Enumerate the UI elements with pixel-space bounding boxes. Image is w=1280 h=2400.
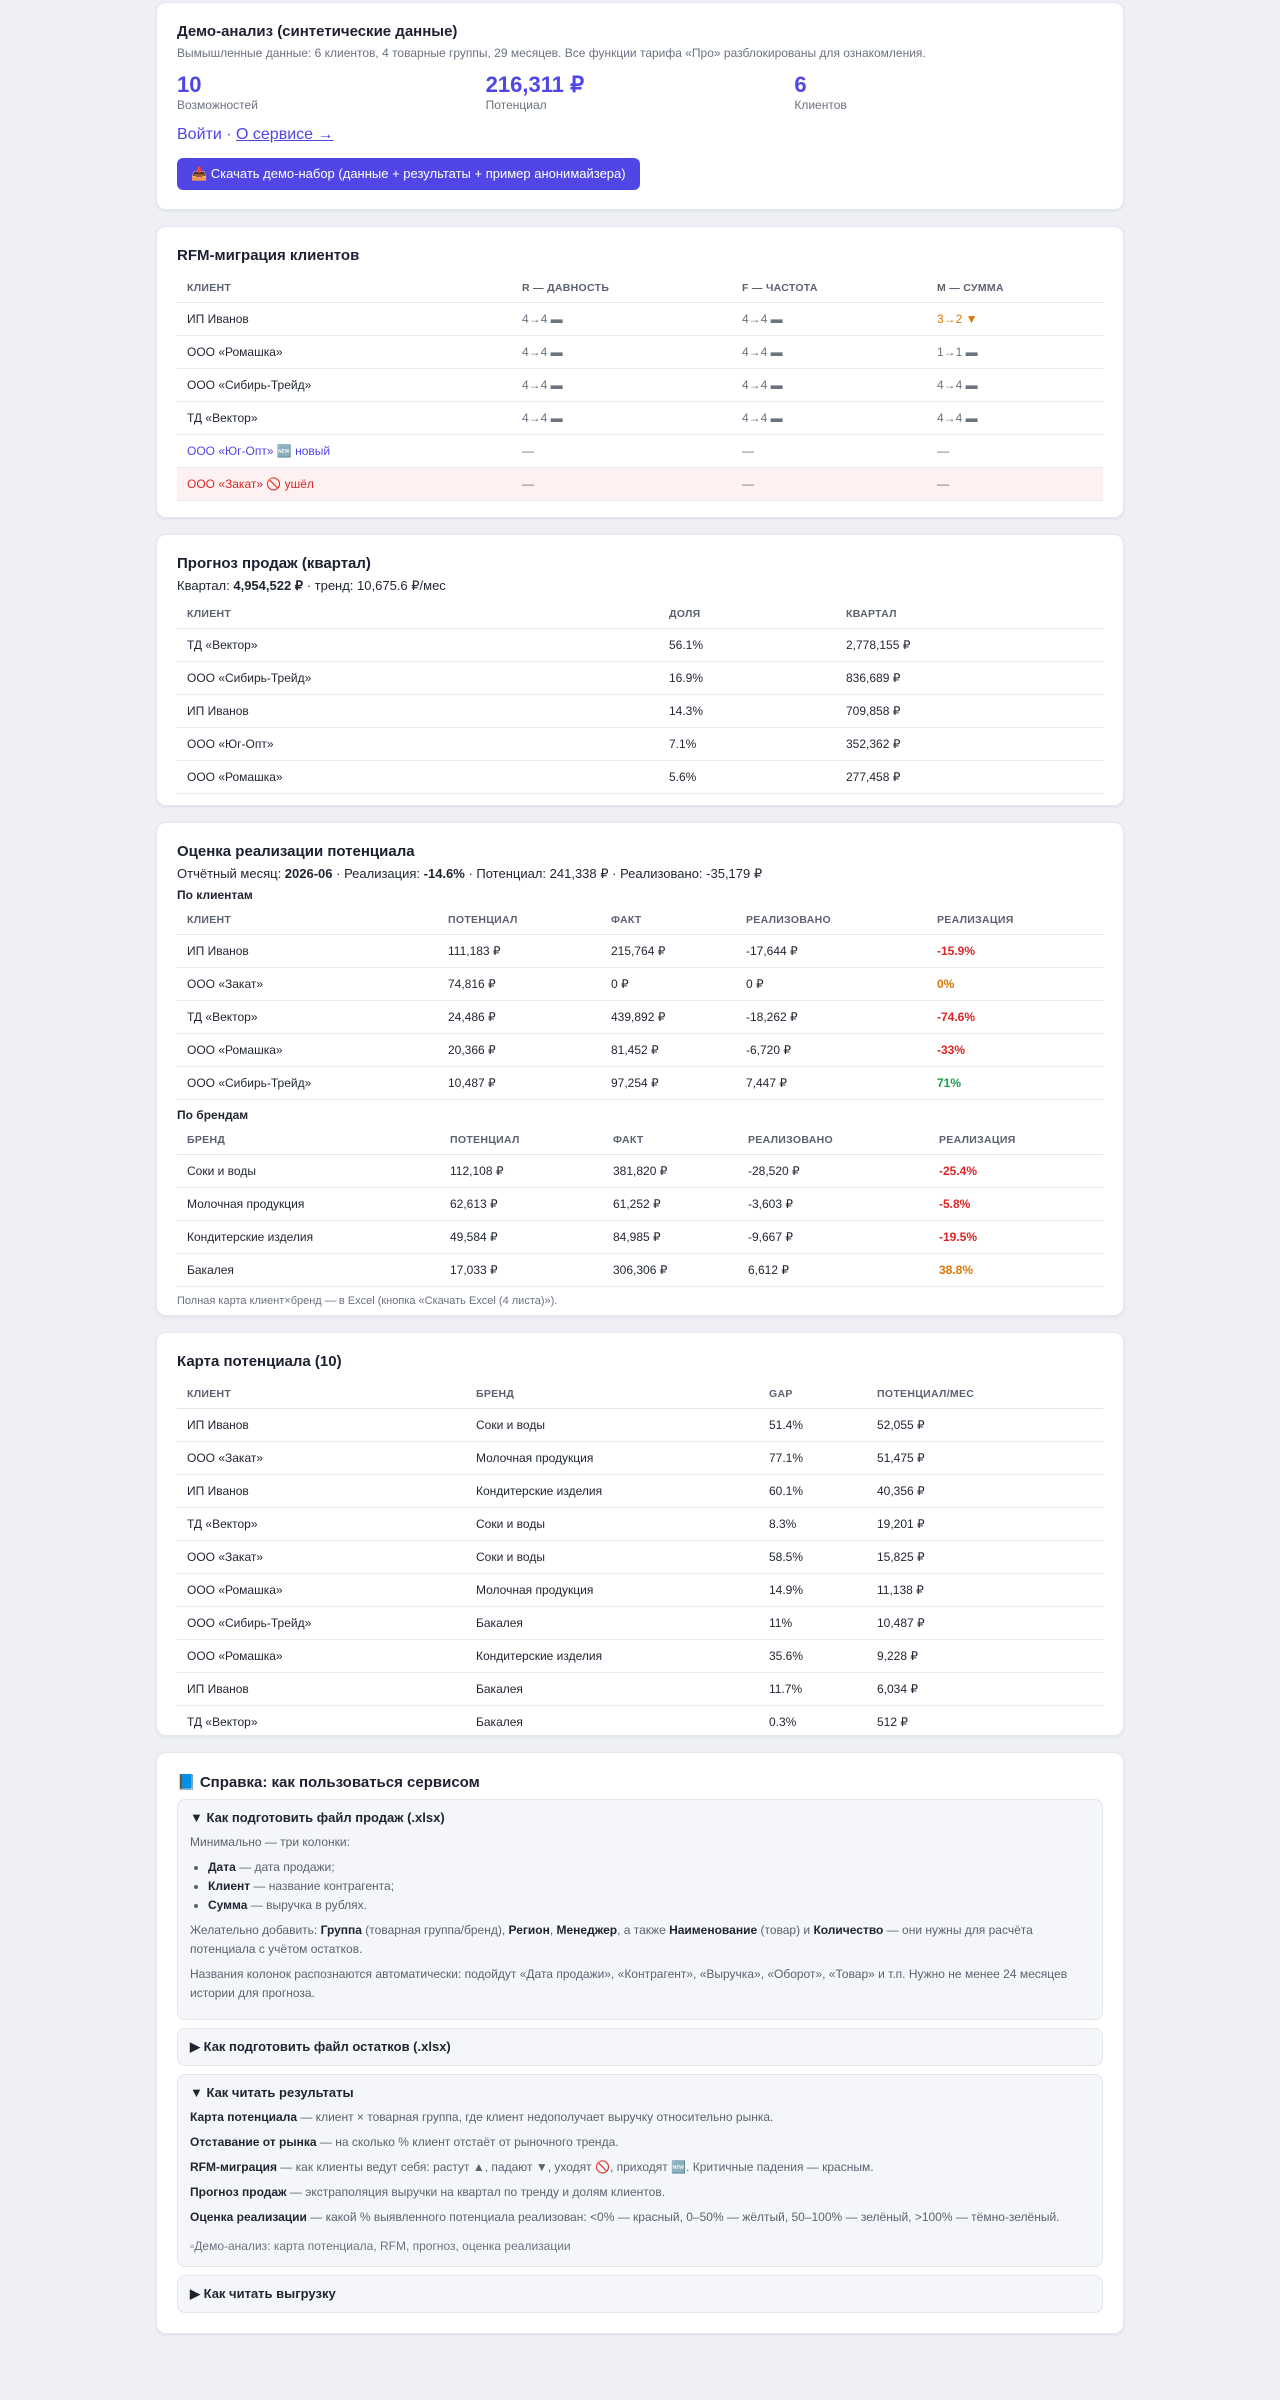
broken-image-icon: ▫: [190, 2239, 195, 2253]
cell-brand: Молочная продукция: [466, 1442, 759, 1475]
table-row: [177, 1475, 1103, 1508]
table-row: [177, 402, 1103, 435]
table-row: [177, 1067, 1103, 1100]
list-item: [208, 1877, 1090, 1896]
cell-realized: 7,447 ₽: [736, 1067, 927, 1100]
metric-value: 6: [794, 72, 807, 97]
metric-opportunities: [177, 72, 486, 112]
cell-f: —: [732, 468, 927, 501]
table-row: [177, 629, 1103, 662]
cell-potential: 24,486 ₽: [438, 1001, 601, 1034]
col-header: GAP: [759, 1380, 867, 1409]
cell-client: ИП Иванов: [177, 303, 512, 336]
cell-realized: -17,644 ₽: [736, 935, 927, 968]
cell-m: 3→2 ▼: [927, 303, 1103, 336]
text-term: Отставание от рынка: [190, 2135, 317, 2149]
cell-rate: -5.8%: [929, 1188, 1103, 1221]
col-header: БРЕНД: [177, 1126, 440, 1155]
text-part: , а также: [617, 1923, 670, 1937]
col-header: F — ЧАСТОТА: [732, 274, 927, 303]
table-row: [177, 1706, 1103, 1739]
item-term: Клиент: [208, 1879, 251, 1893]
col-header: ПОТЕНЦИАЛ: [438, 906, 601, 935]
cell-gap: 77.1%: [759, 1442, 867, 1475]
table-row: [177, 695, 1103, 728]
realization-brands-table: [177, 1126, 1103, 1287]
forecast-title: Прогноз продаж (квартал): [177, 555, 371, 572]
cell-m: —: [927, 468, 1103, 501]
help-sales-file-body: [190, 1833, 1090, 2003]
cell-brand: Бакалея: [177, 1254, 440, 1287]
cell-brand: Кондитерские изделия: [466, 1640, 759, 1673]
help-text: [190, 2208, 1090, 2227]
cell-client: ООО «Ромашка»: [177, 1640, 466, 1673]
cell-r: —: [512, 435, 732, 468]
col-header: КЛИЕНТ: [177, 274, 512, 303]
cell-client: ООО «Сибирь-Трейд»: [177, 662, 659, 695]
cell-share: 14.3%: [659, 695, 836, 728]
cell-client: ТД «Вектор»: [177, 1001, 438, 1034]
cell-gap: 60.1%: [759, 1475, 867, 1508]
metric-value: 216,311 ₽: [485, 72, 585, 97]
cell-gap: 11%: [759, 1607, 867, 1640]
cell-realized: -6,720 ₽: [736, 1034, 927, 1067]
table-row: [177, 1155, 1103, 1188]
cell-potential: 74,816 ₽: [438, 968, 601, 1001]
forecast-summary: [177, 578, 1103, 594]
cell-rate: -15.9%: [927, 935, 1103, 968]
triangle-right-icon: ▶: [190, 2039, 204, 2054]
text-part: — на сколько % клиент отстаёт от рыночного тренда.: [316, 2135, 619, 2149]
cell-r: 4→4 ▬: [512, 336, 732, 369]
col-header: R — ДАВНОСТЬ: [512, 274, 732, 303]
col-header: РЕАЛИЗАЦИЯ: [929, 1126, 1103, 1155]
table-row: [177, 968, 1103, 1001]
cell-brand: Бакалея: [466, 1673, 759, 1706]
item-term: Сумма: [208, 1898, 248, 1912]
text-term: Прогноз продаж: [190, 2185, 287, 2199]
cell-brand: Соки и воды: [466, 1409, 759, 1442]
table-row: [177, 1607, 1103, 1640]
cell-potential: 11,138 ₽: [867, 1574, 1103, 1607]
summary-text: Как подготовить файл продаж (.xlsx): [206, 1810, 445, 1825]
cell-client: ИП Иванов: [177, 1475, 466, 1508]
cell-potential: 51,475 ₽: [867, 1442, 1103, 1475]
cell-share: 5.6%: [659, 761, 836, 794]
summary-text: Как подготовить файл остатков (.xlsx): [203, 2039, 451, 2054]
cell-fact: 97,254 ₽: [601, 1067, 736, 1100]
cell-fact: 61,252 ₽: [603, 1188, 738, 1221]
text-part: — они нужны для расчёта потенциала с учётом остатков.: [190, 1923, 1033, 1956]
forecast-card: [156, 534, 1124, 806]
cell-client: ООО «Закат» 🚫 ушёл: [177, 468, 512, 501]
cell-gap: 35.6%: [759, 1640, 867, 1673]
realization-title: Оценка реализации потенциала: [177, 843, 415, 860]
table-row: [177, 1254, 1103, 1287]
text-part: (товарная группа/бренд),: [361, 1923, 509, 1937]
cell-fact: 215,764 ₽: [601, 935, 736, 968]
metric-label: Возможностей: [177, 98, 258, 112]
summary-month: 2026-06: [284, 866, 333, 881]
table-row: [177, 1673, 1103, 1706]
cell-fact: 306,306 ₽: [603, 1254, 738, 1287]
summary-quarter: 4,954,522 ₽: [233, 578, 304, 593]
cell-f: —: [732, 435, 927, 468]
table-row-lost-client: [177, 468, 1103, 501]
table-row-new-client: [177, 435, 1103, 468]
cell-rate: 38.8%: [929, 1254, 1103, 1287]
cell-potential: 20,366 ₽: [438, 1034, 601, 1067]
cell-realized: 6,612 ₽: [738, 1254, 929, 1287]
cell-fact: 0 ₽: [601, 968, 736, 1001]
col-header: ПОТЕНЦИАЛ: [440, 1126, 603, 1155]
cell-quarter: 709,858 ₽: [836, 695, 1103, 728]
cell-potential: 52,055 ₽: [867, 1409, 1103, 1442]
cell-quarter: 277,458 ₽: [836, 761, 1103, 794]
text-term: Регион: [508, 1923, 550, 1937]
item-term: Дата: [208, 1860, 236, 1874]
demo-links: [177, 126, 1103, 144]
col-header: РЕАЛИЗАЦИЯ: [927, 906, 1103, 935]
col-header: КЛИЕНТ: [177, 906, 438, 935]
potential-map-table: [177, 1380, 1103, 1739]
potential-map-title: Карта потенциала (10): [177, 1353, 342, 1370]
text-term: Группа: [320, 1923, 362, 1937]
text-term: Количество: [813, 1923, 884, 1937]
cell-potential: 19,201 ₽: [867, 1508, 1103, 1541]
summary-part: · Реализация:: [332, 866, 424, 881]
cell-gap: 8.3%: [759, 1508, 867, 1541]
cell-client: ИП Иванов: [177, 1673, 466, 1706]
cell-client: ИП Иванов: [177, 1409, 466, 1442]
cell-quarter: 2,778,155 ₽: [836, 629, 1103, 662]
metric-label: Потенциал: [485, 98, 547, 112]
help-sales-file: [177, 1799, 1103, 2020]
table-row: [177, 662, 1103, 695]
table-row: [177, 1442, 1103, 1475]
col-header: КЛИЕНТ: [177, 600, 659, 629]
link-separator: ·: [226, 126, 232, 143]
text-part: (товар) и: [757, 1923, 814, 1937]
col-header: ФАКТ: [603, 1126, 738, 1155]
cell-rate: -25.4%: [929, 1155, 1103, 1188]
text-part: — клиент × товарная группа, где клиент недополучает выручку относительно рынка.: [297, 2110, 774, 2124]
table-row: [177, 336, 1103, 369]
table-row: [177, 1640, 1103, 1673]
list-item: [208, 1858, 1090, 1877]
cell-share: 7.1%: [659, 728, 836, 761]
help-text: Минимально — три колонки:: [190, 1835, 350, 1849]
demo-description: Вымышленные данные: 6 клиентов, 4 товарные группы, 29 месяцев. Все функции тарифа «Про» разблокированы для ознакомления.: [177, 46, 926, 60]
help-text: [190, 2158, 1090, 2177]
cell-r: —: [512, 468, 732, 501]
triangle-right-icon: ▶: [190, 2286, 204, 2301]
cell-realized: -9,667 ₽: [738, 1221, 929, 1254]
by-brands-label: По брендам: [177, 1108, 249, 1122]
demo-title: Демо-анализ (синтетические данные): [177, 23, 458, 40]
cell-gap: 58.5%: [759, 1541, 867, 1574]
help-read-results: [177, 2074, 1103, 2267]
help-text: [190, 2108, 1090, 2127]
cell-brand: Кондитерские изделия: [466, 1475, 759, 1508]
cell-rate: 71%: [927, 1067, 1103, 1100]
cell-gap: 0.3%: [759, 1706, 867, 1739]
cell-potential: 9,228 ₽: [867, 1640, 1103, 1673]
cell-m: 4→4 ▬: [927, 369, 1103, 402]
cell-potential: 62,613 ₽: [440, 1188, 603, 1221]
text-term: Карта потенциала: [190, 2110, 298, 2124]
metric-label: Клиентов: [794, 98, 847, 112]
triangle-down-icon: ▼: [190, 1810, 207, 1825]
cell-rate: -33%: [927, 1034, 1103, 1067]
summary-prefix: Квартал:: [177, 578, 234, 593]
col-header: РЕАЛИЗОВАНО: [736, 906, 927, 935]
col-header: КЛИЕНТ: [177, 1380, 466, 1409]
help-text: [190, 1921, 1090, 1959]
table-row: [177, 1188, 1103, 1221]
cell-brand: Кондитерские изделия: [177, 1221, 440, 1254]
cell-quarter: 352,362 ₽: [836, 728, 1103, 761]
cell-potential: 111,183 ₽: [438, 935, 601, 968]
text-term: Наименование: [669, 1923, 758, 1937]
cell-client: ООО «Закат»: [177, 1541, 466, 1574]
by-clients-label: По клиентам: [177, 888, 253, 902]
forecast-table: [177, 600, 1103, 794]
cell-f: 4→4 ▬: [732, 369, 927, 402]
cell-client: ТД «Вектор»: [177, 1706, 466, 1739]
download-demo-button[interactable]: 📥 Скачать демо-набор (данные + результаты + пример анонимайзера): [177, 158, 640, 190]
cell-realized: 0 ₽: [736, 968, 927, 1001]
help-card: [156, 1752, 1124, 2334]
summary-text: Как читать выгрузку: [203, 2286, 336, 2301]
table-row: [177, 1574, 1103, 1607]
table-row: [177, 1034, 1103, 1067]
cell-realized: -18,262 ₽: [736, 1001, 927, 1034]
cell-share: 16.9%: [659, 662, 836, 695]
cell-client: ИП Иванов: [177, 935, 438, 968]
text-term: Оценка реализации: [190, 2210, 307, 2224]
cell-potential: 512 ₽: [867, 1706, 1103, 1739]
cell-fact: 439,892 ₽: [601, 1001, 736, 1034]
table-row: [177, 1508, 1103, 1541]
cell-m: 1→1 ▬: [927, 336, 1103, 369]
potential-map-card: [156, 1332, 1124, 1736]
cell-brand: Бакалея: [466, 1706, 759, 1739]
text-part: Желательно добавить:: [190, 1923, 321, 1937]
help-text: [190, 2183, 1090, 2202]
help-text: [190, 2133, 1090, 2152]
cell-client: ООО «Ромашка»: [177, 1574, 466, 1607]
text-term: Менеджер: [556, 1923, 618, 1937]
realization-summary: [177, 866, 1103, 882]
cell-client: ТД «Вектор»: [177, 1508, 466, 1541]
col-header: ДОЛЯ: [659, 600, 836, 629]
image-alt-text: Демо-анализ: карта потенциала, RFM, прогноз, оценка реализации: [194, 2239, 571, 2253]
table-row: [177, 303, 1103, 336]
cell-gap: 14.9%: [759, 1574, 867, 1607]
demo-metrics: [177, 72, 1103, 112]
cell-realized: -28,520 ₽: [738, 1155, 929, 1188]
cell-brand: Бакалея: [466, 1607, 759, 1640]
cell-client: ООО «Ромашка»: [177, 1034, 438, 1067]
cell-client: ООО «Сибирь-Трейд»: [177, 369, 512, 402]
cell-m: —: [927, 435, 1103, 468]
help-sales-file-summary[interactable]: [190, 1810, 1090, 1825]
summary-rate: -14.6%: [423, 866, 465, 881]
item-desc: — дата продажи;: [235, 1860, 335, 1874]
cell-r: 4→4 ▬: [512, 303, 732, 336]
summary-trend: · тренд: 10,675.6 ₽/мес: [303, 578, 446, 593]
about-link[interactable]: О сервисе →: [236, 126, 334, 143]
help-stock-file: [177, 2028, 1103, 2066]
cell-r: 4→4 ▬: [512, 369, 732, 402]
cell-potential: 10,487 ₽: [867, 1607, 1103, 1640]
cell-client: ООО «Ромашка»: [177, 336, 512, 369]
cell-client: ООО «Юг-Опт»: [177, 728, 659, 761]
cell-f: 4→4 ▬: [732, 336, 927, 369]
col-header: РЕАЛИЗОВАНО: [738, 1126, 929, 1155]
cell-rate: -19.5%: [929, 1221, 1103, 1254]
help-read-export: [177, 2275, 1103, 2313]
table-row: [177, 761, 1103, 794]
cell-client: ИП Иванов: [177, 695, 659, 728]
cell-client: ООО «Сибирь-Трейд»: [177, 1607, 466, 1640]
cell-potential: 6,034 ₽: [867, 1673, 1103, 1706]
cell-client: ООО «Закат»: [177, 968, 438, 1001]
cell-brand: Соки и воды: [177, 1155, 440, 1188]
col-header: КВАРТАЛ: [836, 600, 1103, 629]
table-row: [177, 935, 1103, 968]
metric-potential: [486, 72, 795, 112]
help-read-results-summary[interactable]: [190, 2085, 1090, 2100]
cell-fact: 381,820 ₽: [603, 1155, 738, 1188]
table-row: [177, 369, 1103, 402]
col-header: БРЕНД: [466, 1380, 759, 1409]
realization-clients-table: [177, 906, 1103, 1100]
cell-r: 4→4 ▬: [512, 402, 732, 435]
table-row: [177, 728, 1103, 761]
cell-client: ООО «Юг-Опт» 🆕 новый: [177, 435, 512, 468]
cell-rate: -74.6%: [927, 1001, 1103, 1034]
metric-value: 10: [177, 72, 202, 97]
cell-brand: Молочная продукция: [177, 1188, 440, 1221]
excel-note: Полная карта клиент×бренд — в Excel (кнопка «Скачать Excel (4 листа)»).: [177, 1295, 558, 1307]
list-item: [208, 1896, 1090, 1915]
text-part: — какой % выявленного потенциала реализован: <0% — красный, 0–50% — жёлтый, 50–100% — зелёный, >100% — тёмно-зелёный.: [306, 2210, 1060, 2224]
cell-client: ТД «Вектор»: [177, 402, 512, 435]
cell-potential: 10,487 ₽: [438, 1067, 601, 1100]
broken-image: [190, 2237, 1090, 2256]
table-row: [177, 1541, 1103, 1574]
required-columns-list: [208, 1858, 1090, 1915]
cell-potential: 112,108 ₽: [440, 1155, 603, 1188]
summary-part: · Потенциал: 241,338 ₽ · Реализовано: -35,179 ₽: [464, 866, 763, 881]
cell-rate: 0%: [927, 968, 1103, 1001]
table-row: [177, 1221, 1103, 1254]
item-desc: — название контрагента;: [250, 1879, 395, 1893]
help-stock-file-summary[interactable]: [190, 2039, 1090, 2055]
login-link[interactable]: Войти: [177, 126, 222, 143]
cell-brand: Соки и воды: [466, 1508, 759, 1541]
item-desc: — выручка в рублях.: [247, 1898, 367, 1912]
cell-fact: 81,452 ₽: [601, 1034, 736, 1067]
table-row: [177, 1001, 1103, 1034]
help-text: Названия колонок распознаются автоматически: подойдут «Дата продажи», «Контрагент», «Выручка», «Оборот», «Товар» и т.п. Нужно не менее 24 месяцев истории для прогноза.: [190, 1967, 1068, 2000]
text-term: RFM-миграция: [190, 2160, 277, 2174]
summary-text: Как читать результаты: [206, 2085, 354, 2100]
cell-brand: Соки и воды: [466, 1541, 759, 1574]
table-row: [177, 1409, 1103, 1442]
rfm-title: RFM-миграция клиентов: [177, 247, 360, 264]
help-read-export-summary[interactable]: [190, 2286, 1090, 2302]
cell-client: ООО «Закат»: [177, 1442, 466, 1475]
cell-f: 4→4 ▬: [732, 303, 927, 336]
demo-card: [156, 2, 1124, 210]
cell-share: 56.1%: [659, 629, 836, 662]
cell-gap: 51.4%: [759, 1409, 867, 1442]
cell-client: ТД «Вектор»: [177, 629, 659, 662]
text-part: ,: [549, 1923, 557, 1937]
col-header: ФАКТ: [601, 906, 736, 935]
text-part: — экстраполяция выручки на квартал по тренду и долям клиентов.: [286, 2185, 666, 2199]
cell-potential: 40,356 ₽: [867, 1475, 1103, 1508]
metric-clients: [794, 72, 1103, 112]
col-header: M — СУММА: [927, 274, 1103, 303]
cell-potential: 49,584 ₽: [440, 1221, 603, 1254]
cell-potential: 17,033 ₽: [440, 1254, 603, 1287]
help-read-results-body: [190, 2108, 1090, 2256]
cell-client: ООО «Ромашка»: [177, 761, 659, 794]
realization-card: [156, 822, 1124, 1316]
triangle-down-icon: ▼: [190, 2085, 207, 2100]
cell-realized: -3,603 ₽: [738, 1188, 929, 1221]
cell-f: 4→4 ▬: [732, 402, 927, 435]
rfm-table: [177, 274, 1103, 501]
cell-potential: 15,825 ₽: [867, 1541, 1103, 1574]
cell-m: 4→4 ▬: [927, 402, 1103, 435]
help-title: 📘 Справка: как пользоваться сервисом: [177, 1774, 480, 1791]
rfm-card: [156, 226, 1124, 518]
text-part: — как клиенты ведут себя: растут ▲, падают ▼, уходят 🚫, приходят 🆕. Критичные падения — красным.: [277, 2160, 874, 2174]
cell-gap: 11.7%: [759, 1673, 867, 1706]
cell-quarter: 836,689 ₽: [836, 662, 1103, 695]
cell-client: ООО «Сибирь-Трейд»: [177, 1067, 438, 1100]
cell-fact: 84,985 ₽: [603, 1221, 738, 1254]
col-header: ПОТЕНЦИАЛ/МЕС: [867, 1380, 1103, 1409]
cell-brand: Молочная продукция: [466, 1574, 759, 1607]
summary-part: Отчётный месяц:: [177, 866, 285, 881]
